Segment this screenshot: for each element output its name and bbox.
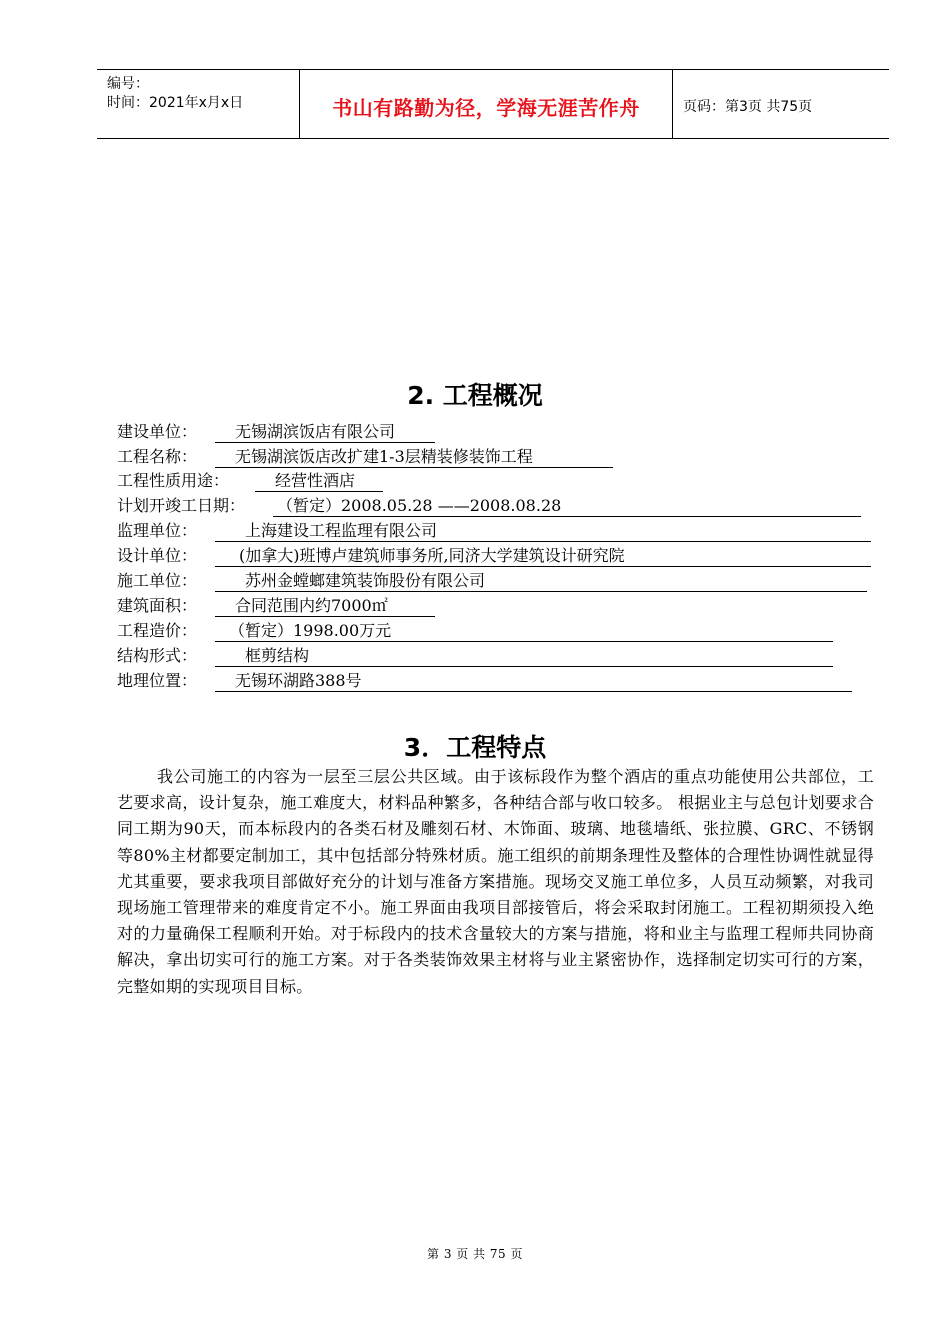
header-meta-cell bbox=[97, 70, 300, 138]
info-label: 结构形式： bbox=[117, 646, 198, 665]
info-value: 无锡湖滨饭店有限公司 bbox=[215, 421, 435, 443]
info-value: 上海建设工程监理有限公司 bbox=[215, 520, 871, 542]
header-motto-cell bbox=[300, 70, 673, 138]
document-time: 时间：2021年x月x日 bbox=[107, 95, 244, 111]
info-label: 施工单位： bbox=[117, 571, 198, 590]
info-label: 设计单位： bbox=[117, 546, 198, 565]
info-value: 无锡环湖路388号 bbox=[215, 670, 852, 692]
info-label: 地理位置： bbox=[117, 671, 198, 690]
info-label: 计划开竣工日期： bbox=[117, 496, 246, 515]
info-row-usage bbox=[117, 470, 387, 494]
info-row-owner bbox=[117, 421, 437, 445]
page-footer: 第 3 页 共 75 页 bbox=[427, 1247, 523, 1261]
info-label: 工程名称： bbox=[117, 447, 198, 466]
info-value: 苏州金螳螂建筑装饰股份有限公司 bbox=[215, 570, 867, 592]
info-row-contractor bbox=[117, 570, 869, 594]
info-row-schedule bbox=[117, 495, 862, 519]
info-row-supervisor bbox=[117, 520, 872, 544]
section-3-title: 3．工程特点 bbox=[403, 733, 547, 762]
header-page-number: 页码：第3页 共75页 bbox=[683, 99, 813, 115]
info-value: 框剪结构 bbox=[215, 645, 833, 667]
header-motto: 书山有路勤为径，学海无涯苦作舟 bbox=[332, 96, 640, 120]
info-row-cost bbox=[117, 620, 835, 644]
info-label: 监理单位： bbox=[117, 521, 198, 540]
info-row-location bbox=[117, 670, 854, 694]
info-row-area bbox=[117, 595, 437, 619]
info-label: 工程性质用途： bbox=[117, 471, 230, 490]
info-label: 建设单位： bbox=[117, 422, 198, 441]
info-value: （暂定）1998.00万元 bbox=[215, 620, 833, 642]
info-label: 工程造价： bbox=[117, 621, 198, 640]
info-row-designer bbox=[117, 545, 872, 569]
header-page-cell bbox=[673, 70, 889, 138]
section-3-paragraph: 我公司施工的内容为一层至三层公共区域。由于该标段作为整个酒店的重点功能使用公共部位，工艺要求高，设计复杂，施工难度大，材料品种繁多，各种结合部与收口较多。 根据业主与总包计划要求合同工期为90天，而本标段内的各类石材及雕刻石材、木饰面、玻璃、地毯墙纸、张拉膜、GRC、不锈钢等80%主材都要定制加工，其中包括部分特殊材质。施工组织的前期条理性及整体的合理性协调性就显得尤其重要，要求我项目部做好充分的计划与准备方案措施。现场交叉施工单位多，人员互动频繁，对我司现场施工管理带来的难度肯定不小。施工界面由我项目部接管后，将会采取封闭施工。工程初期须投入绝对的力量确保工程顺利开始。对于标段内的技术含量较大的方案与措施，将和业主与监理工程师共同协商解决，拿出切实可行的施工方案。对于各类装饰效果主材将与业主紧密协作，选择制定切实可行的方案，完整如期的实现项目目标。 bbox=[117, 767, 874, 996]
info-value: 无锡湖滨饭店改扩建1-3层精装修装饰工程 bbox=[215, 446, 613, 468]
info-value: 经营性酒店 bbox=[255, 470, 383, 492]
info-row-structure bbox=[117, 645, 835, 669]
document-number-label: 编号： bbox=[107, 76, 149, 92]
page-header bbox=[97, 69, 889, 139]
section-2-title: 2. 工程概况 bbox=[407, 381, 543, 410]
info-value: (加拿大)班博卢建筑师事务所,同济大学建筑设计研究院 bbox=[215, 545, 871, 567]
info-value: 合同范围内约7000㎡ bbox=[215, 595, 435, 617]
info-label: 建筑面积： bbox=[117, 596, 198, 615]
info-value: （暂定）2008.05.28 ——2008.08.28 bbox=[273, 495, 861, 517]
info-row-project-name bbox=[117, 446, 617, 470]
